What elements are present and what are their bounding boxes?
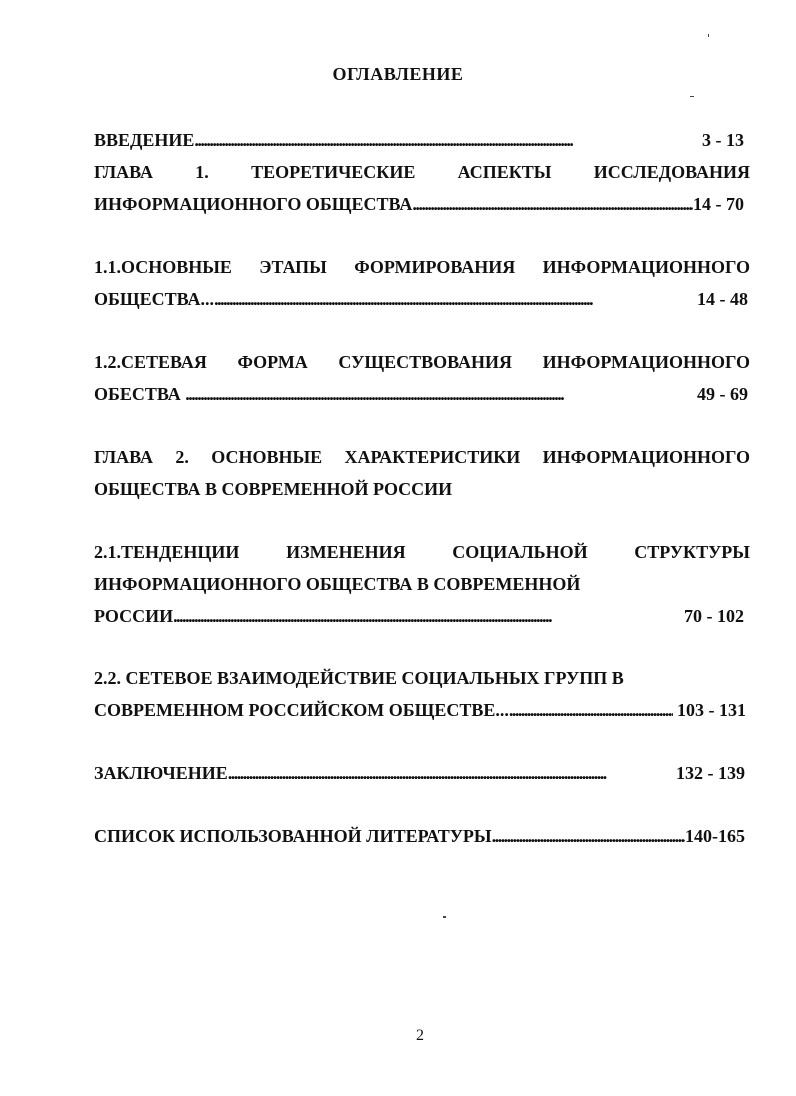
toc-entry-1-2-line2 — [94, 378, 748, 410]
toc-entry-title: РОССИИ — [94, 606, 174, 626]
toc-entry-2-1-line2: ИНФОРМАЦИОННОГО ОБЩЕСТВА В СОВРЕМЕННОЙ — [94, 574, 581, 594]
toc-block-ch2 — [94, 441, 750, 505]
toc-page-range: 14 - 70 — [693, 194, 744, 214]
toc-entry-title: ЗАКЛЮЧЕНИЕ — [94, 763, 228, 783]
toc-entry-title: ИНФОРМАЦИОННОГО ОБЩЕСТВА — [94, 194, 413, 214]
toc-entry-title: ВВЕДЕНИЕ — [94, 130, 195, 150]
toc-entry-intro — [94, 124, 744, 156]
dot-leader — [509, 694, 673, 726]
scan-speck — [443, 916, 446, 918]
toc-word: ИНФОРМАЦИОННОГО — [542, 257, 750, 277]
toc-word: ГЛАВА — [94, 162, 154, 182]
page-number: 2 — [416, 1027, 424, 1044]
dot-leader — [185, 378, 697, 410]
toc-word: ОСНОВНЫЕ — [211, 447, 323, 467]
toc-entry-title: СПИСОК ИСПОЛЬЗОВАННОЙ ЛИТЕРАТУРЫ — [94, 826, 492, 846]
toc-entry-1-1-line2 — [94, 283, 748, 315]
toc-word: ИНФОРМАЦИОННОГО — [542, 352, 750, 372]
dot-leader — [412, 188, 693, 220]
toc-word: 2. — [175, 447, 189, 467]
toc-word: 1. — [195, 162, 209, 182]
toc-entry-2-2-line1: 2.2. СЕТЕВОЕ ВЗАИМОДЕЙСТВИЕ СОЦИАЛЬНЫХ ГРУПП В — [94, 668, 624, 688]
toc-page-range: 103 - 131 — [672, 700, 746, 720]
toc-block-2-1 — [94, 536, 750, 632]
toc-entry-2-1-line3 — [94, 600, 744, 632]
toc-word: ЭТАПЫ — [259, 257, 327, 277]
toc-entry-title: ОБЕСТВА — [94, 384, 186, 404]
toc-word: ГЛАВА — [94, 447, 154, 467]
toc-entry-ch1-line2 — [94, 188, 744, 220]
toc-word: ФОРМА — [237, 352, 308, 372]
toc-word: ИНФОРМАЦИОННОГО — [542, 447, 750, 467]
dot-leader — [194, 124, 702, 156]
toc-word: 1.1.ОСНОВНЫЕ — [94, 257, 232, 277]
scan-speck — [690, 96, 694, 97]
toc-entry-conclusion — [94, 757, 745, 789]
toc-page-range: 140-165 — [685, 826, 745, 846]
toc-word: 1.2.СЕТЕВАЯ — [94, 352, 207, 372]
toc-entry-1-1-line1 — [94, 251, 750, 283]
dot-leader — [228, 757, 676, 789]
toc-word: ФОРМИРОВАНИЯ — [354, 257, 516, 277]
toc-block-2-2 — [94, 662, 750, 726]
toc-page-range: 49 - 69 — [697, 384, 748, 404]
toc-entry-1-2-line1 — [94, 346, 750, 378]
toc-page-range: 70 - 102 — [684, 606, 744, 626]
toc-word: ИЗМЕНЕНИЯ — [286, 542, 406, 562]
toc-page-range: 132 - 139 — [676, 763, 745, 783]
toc-word: ХАРАКТЕРИСТИКИ — [344, 447, 521, 467]
toc-word: СУЩЕСТВОВАНИЯ — [338, 352, 513, 372]
toc-block-intro-ch1 — [94, 124, 750, 220]
toc-block-1-1 — [94, 251, 750, 315]
toc-page-range: 14 - 48 — [697, 289, 748, 309]
toc-entry-references — [94, 820, 745, 852]
toc-word: 2.1.ТЕНДЕНЦИИ — [94, 542, 240, 562]
toc-block-references — [94, 820, 750, 852]
toc-word: СТРУКТУРЫ — [634, 542, 750, 562]
toc-entry-2-2-line2 — [94, 694, 746, 726]
scan-speck — [708, 34, 709, 37]
toc-entry-ch2-line2: ОБЩЕСТВА В СОВРЕМЕННОЙ РОССИИ — [94, 479, 453, 499]
toc-entry-ch1-line1 — [94, 156, 750, 188]
toc-entry-ch2-line1 — [94, 441, 750, 473]
toc-entry-2-1-line1 — [94, 536, 750, 568]
page-title: ОГЛАВЛЕНИЕ — [332, 64, 464, 84]
toc-word: АСПЕКТЫ — [457, 162, 552, 182]
toc-block-conclusion — [94, 757, 750, 789]
dot-leader — [173, 600, 684, 632]
toc-page-range: 3 - 13 — [702, 130, 744, 150]
dot-leader — [214, 283, 697, 315]
dot-leader — [492, 820, 685, 852]
toc-block-1-2 — [94, 346, 750, 410]
toc-entry-title: СОВРЕМЕННОМ РОССИЙСКОМ ОБЩЕСТВЕ... — [94, 700, 509, 720]
toc-word: СОЦИАЛЬНОЙ — [452, 542, 588, 562]
toc-word: ТЕОРЕТИЧЕСКИЕ — [251, 162, 416, 182]
toc-word: ИССЛЕДОВАНИЯ — [593, 162, 750, 182]
toc-entry-title: ОБЩЕСТВА... — [94, 289, 215, 309]
